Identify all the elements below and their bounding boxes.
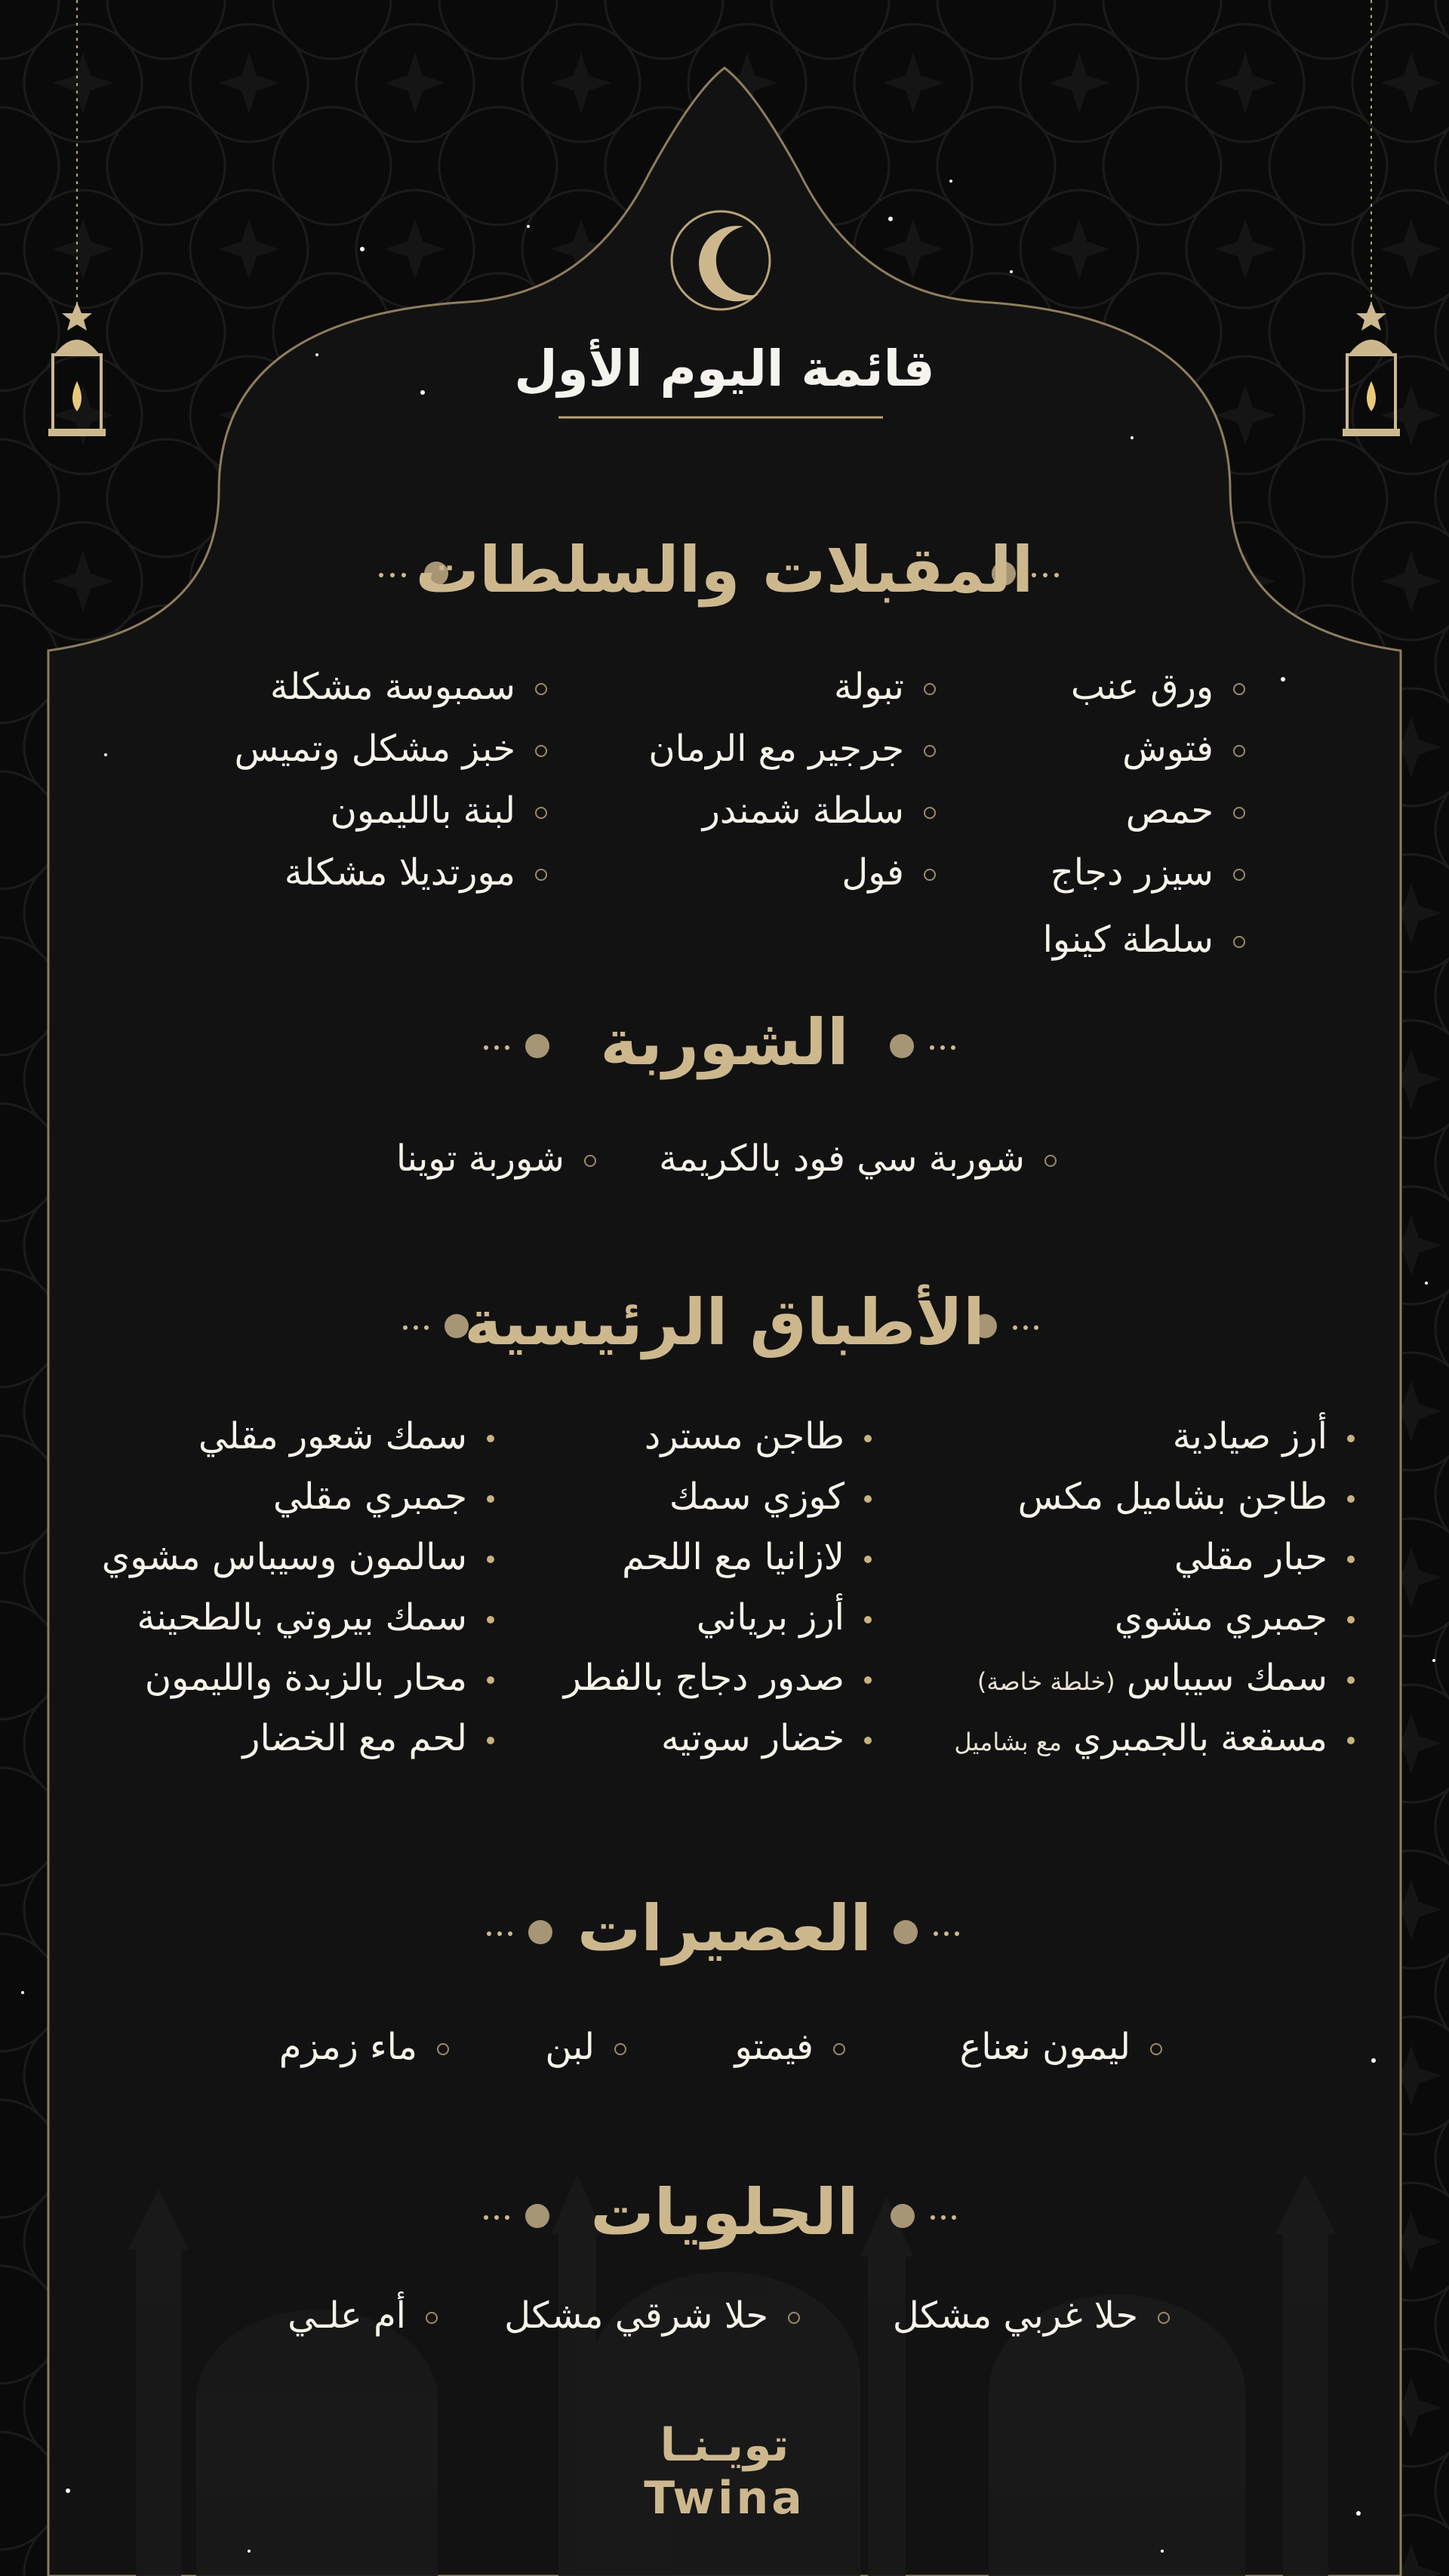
list-item: تبولة — [834, 664, 936, 709]
list-item: طاجن بشاميل مكس — [1018, 1474, 1355, 1519]
desserts-heading: الحلويات — [590, 2175, 859, 2249]
list-item: جمبري مقلي — [273, 1474, 494, 1519]
list-item: لحم مع الخضار — [242, 1716, 494, 1761]
list-item: سلطة كينوا — [1043, 917, 1245, 962]
menu-title: قائمة اليوم الأول — [514, 340, 935, 398]
list-item: مورتديلا مشكلة — [285, 850, 547, 895]
list-item: طاجن مسترد — [645, 1414, 872, 1459]
list-item: لازانيا مع اللحم — [622, 1534, 872, 1580]
list-item: حبار مقلي — [1174, 1534, 1355, 1580]
mains-heading: الأطباق الرئيسية — [464, 1285, 985, 1359]
list-item: ورق عنب — [1071, 664, 1245, 709]
list-item: كوزي سمك — [669, 1474, 872, 1519]
list-item: مسقعة بالجمبري مع بشاميل — [954, 1716, 1355, 1765]
list-item: فتوش — [1122, 726, 1245, 771]
list-item: أم علـي — [288, 2293, 438, 2338]
list-item: حلا غربي مشكل — [893, 2293, 1170, 2338]
list-item: جمبري مشوي — [1115, 1595, 1355, 1640]
list-item: سمك سيباس (خلطة خاصة) — [977, 1655, 1355, 1704]
list-item: محار بالزبدة والليمون — [145, 1655, 494, 1700]
list-item: ليمون نعناع — [960, 2024, 1162, 2070]
list-item: فول — [841, 850, 936, 895]
list-item: سمبوسة مشكلة — [270, 664, 547, 709]
soup-heading: الشوربة — [600, 1005, 849, 1079]
list-item: أرز برياني — [697, 1595, 872, 1640]
list-item: سمك بيروتي بالطحينة — [137, 1595, 494, 1640]
list-item: صدور دجاج بالفطر — [564, 1655, 872, 1700]
list-item: أرز صيادية — [1173, 1414, 1355, 1459]
list-item: سمك شعور مقلي — [198, 1414, 494, 1459]
list-item: شوربة توينا — [396, 1136, 596, 1181]
list-item: لبنة بالليمون — [331, 788, 547, 833]
logo-latin: Twina — [644, 2472, 805, 2525]
drinks-heading: العصيرات — [577, 1891, 872, 1965]
list-item: خبز مشكل وتميس — [234, 726, 547, 771]
list-item: سيزر دجاج — [1051, 850, 1245, 895]
list-item: حلا شرقي مشكل — [504, 2293, 800, 2338]
list-item: سالمون وسيباس مشوي — [102, 1534, 494, 1580]
list-item: فيمتو — [735, 2024, 845, 2070]
list-item: لبن — [545, 2024, 626, 2070]
appetizers-heading: المقبلات والسلطات — [415, 533, 1034, 607]
logo-arabic: تويـنـا — [660, 2419, 789, 2472]
list-item: ماء زمزم — [279, 2024, 449, 2070]
list-item: خضار سوتيه — [661, 1716, 872, 1761]
list-item: حمص — [1126, 788, 1245, 833]
list-item: جرجير مع الرمان — [648, 726, 936, 771]
list-item: شوربة سي فود بالكريمة — [659, 1136, 1057, 1181]
list-item: سلطة شمندر — [703, 788, 936, 833]
